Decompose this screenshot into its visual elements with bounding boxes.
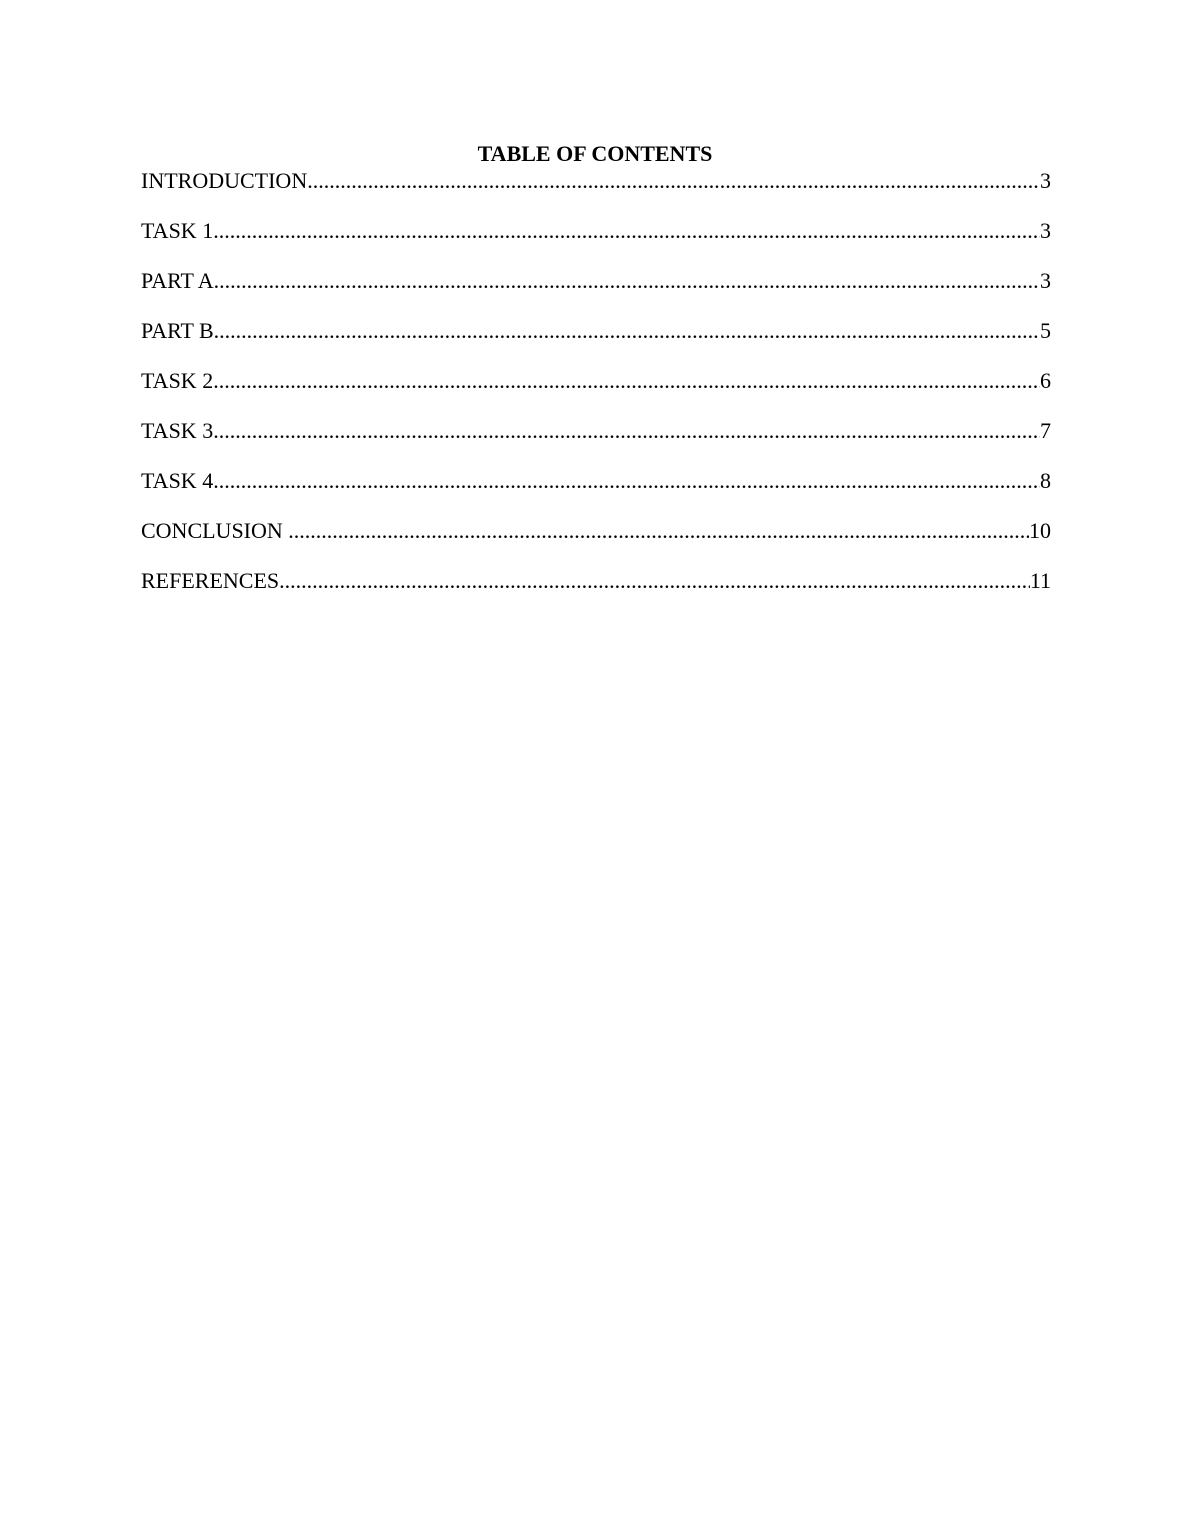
toc-entry-conclusion[interactable] <box>141 517 1051 567</box>
toc-entry-page-number: 6 <box>1040 368 1051 393</box>
toc-entry-page-number: 3 <box>1040 268 1051 293</box>
toc-entry-part-a[interactable] <box>141 267 1051 317</box>
toc-entry-part-b[interactable] <box>141 317 1051 367</box>
toc-entry-label: TASK 4 <box>141 468 214 493</box>
toc-dot-leader <box>214 267 1040 295</box>
toc-entry-page-number: 8 <box>1040 468 1051 493</box>
toc-entry-label: TASK 2 <box>141 368 214 393</box>
toc-entry-label: REFERENCES <box>141 568 280 593</box>
toc-dot-leader <box>213 217 1040 245</box>
toc-entry-label: PART B <box>141 318 214 343</box>
toc-title: TABLE OF CONTENTS <box>477 141 713 166</box>
toc-dot-leader <box>279 567 1030 595</box>
toc-dot-leader <box>288 517 1029 545</box>
toc-entry-label: TASK 1 <box>141 218 214 243</box>
toc-entry-task-3[interactable] <box>141 417 1051 467</box>
toc-dot-leader <box>213 367 1040 395</box>
toc-entry-references[interactable] <box>141 567 1051 617</box>
toc-entry-page-number: 11 <box>1029 568 1051 593</box>
toc-entry-task-1[interactable] <box>141 217 1051 267</box>
toc-dot-leader <box>214 317 1040 345</box>
toc-dot-leader <box>213 467 1040 495</box>
toc-entry-label: INTRODUCTION <box>141 168 308 193</box>
toc-entry-label: CONCLUSION <box>141 518 289 543</box>
toc-entry-task-2[interactable] <box>141 367 1051 417</box>
toc-entry-page-number: 10 <box>1029 518 1051 543</box>
toc-dot-leader <box>307 167 1040 195</box>
toc-entry-page-number: 7 <box>1040 418 1051 443</box>
toc-dot-leader <box>213 417 1040 445</box>
toc-list <box>141 167 1051 617</box>
toc-entry-label: PART A <box>141 268 214 293</box>
toc-entry-introduction[interactable] <box>141 167 1051 217</box>
toc-entry-page-number: 3 <box>1040 168 1051 193</box>
toc-entry-page-number: 3 <box>1040 218 1051 243</box>
toc-entry-task-4[interactable] <box>141 467 1051 517</box>
toc-entry-label: TASK 3 <box>141 418 214 443</box>
toc-entry-page-number: 5 <box>1040 318 1051 343</box>
